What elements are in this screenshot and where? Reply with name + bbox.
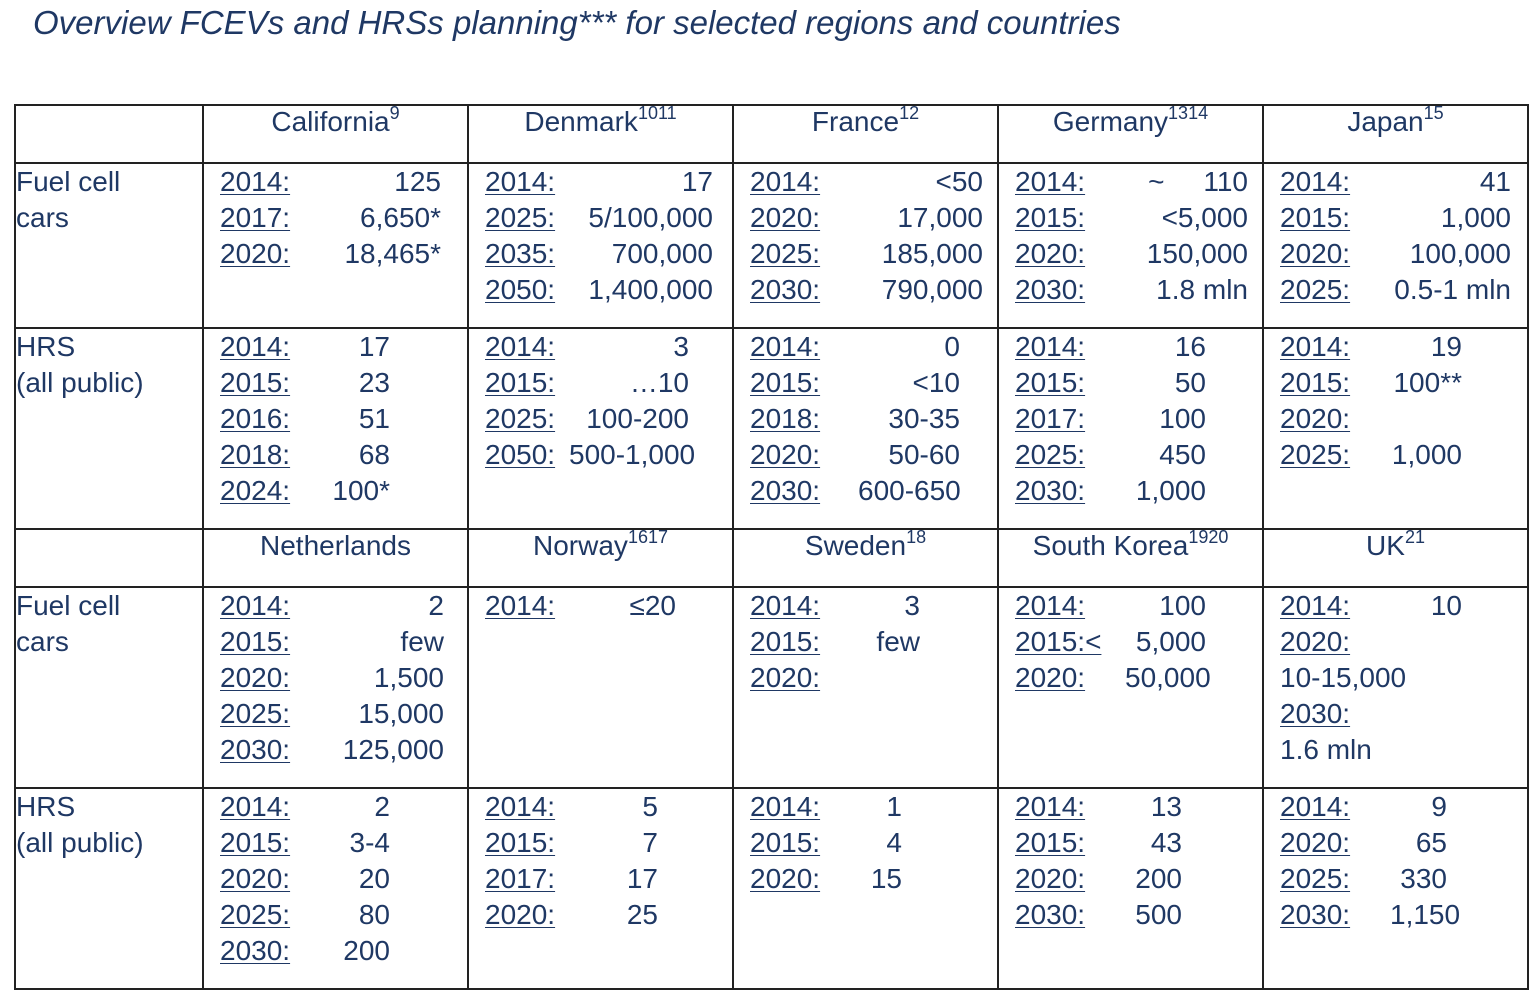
planned-value: 51	[358, 403, 390, 434]
year-entry	[204, 365, 467, 401]
year-entry	[1264, 624, 1527, 660]
country-name: Netherlands	[260, 530, 411, 561]
year-label: 2014:	[1280, 590, 1351, 621]
year-entry	[469, 164, 732, 200]
year-entry	[1264, 437, 1527, 473]
planned-value: few	[400, 626, 444, 657]
year-label: 2030:	[1015, 274, 1086, 305]
year-entry	[204, 437, 467, 473]
planned-value: 41	[1479, 166, 1511, 197]
planned-value: 100	[1159, 403, 1206, 434]
row-label-fuel-cell-cars: Fuel cell cars	[15, 163, 203, 328]
data-cell	[998, 587, 1263, 788]
data-cell	[468, 163, 733, 328]
year-label: 2030:	[1280, 899, 1351, 930]
year-entry	[734, 588, 997, 624]
planned-value: 1	[886, 791, 902, 822]
year-label: 2030:	[750, 475, 821, 506]
year-label: 2014:	[1280, 166, 1351, 197]
row-label-hrs: HRS (all public)	[15, 788, 203, 989]
planned-value: 125	[394, 166, 441, 197]
planned-value: 200	[1135, 863, 1182, 894]
footnote-ref: 9	[389, 103, 400, 123]
footnote-ref: 1011	[637, 103, 677, 123]
data-cell	[203, 587, 468, 788]
footnote-ref: 1617	[627, 527, 668, 547]
year-label: 2017:	[485, 863, 556, 894]
planning-table	[14, 104, 1529, 990]
planned-value: 17,000	[897, 202, 983, 233]
planned-value: 100	[1159, 590, 1206, 621]
year-entry	[469, 200, 732, 236]
year-label: 2020:	[1280, 403, 1351, 434]
year-label: 2014:	[750, 590, 821, 621]
planned-value: 43	[1150, 827, 1182, 858]
planned-value: 10-15,000	[1280, 662, 1407, 693]
year-label: 2016:	[220, 403, 291, 434]
data-cell	[733, 328, 998, 529]
planned-value: 0.5-1 mln	[1394, 274, 1511, 305]
year-entry	[204, 732, 467, 768]
planned-value: 17	[626, 863, 658, 894]
year-label: 2014:	[1015, 166, 1086, 197]
year-entry	[734, 272, 997, 308]
data-cell	[203, 328, 468, 529]
year-label: 2020:	[485, 899, 556, 930]
year-label: 2030:	[220, 935, 291, 966]
year-entry	[1264, 897, 1527, 933]
planned-value: 1.8 mln	[1156, 274, 1248, 305]
planned-value: <50	[935, 166, 983, 197]
planned-value: 20	[358, 863, 390, 894]
planned-value: <10	[912, 367, 960, 398]
row-label-hrs: HRS (all public)	[15, 328, 203, 529]
year-entry	[734, 401, 997, 437]
planned-value: 185,000	[881, 238, 983, 269]
year-entry	[469, 329, 732, 365]
footnote-ref: 1920	[1188, 527, 1229, 547]
year-label: 2020:	[1280, 238, 1351, 269]
year-label: 2014:	[1015, 791, 1086, 822]
planned-value: 5,000	[1135, 626, 1206, 657]
fuel-cell-cars-row-top	[15, 163, 1528, 328]
data-cell	[1263, 587, 1528, 788]
year-entry	[1264, 236, 1527, 272]
year-entry	[734, 200, 997, 236]
year-label: 2015:	[220, 367, 291, 398]
year-label: 2030:	[1015, 899, 1086, 930]
year-entry	[469, 897, 732, 933]
year-entry	[204, 897, 467, 933]
planned-value: 500	[1135, 899, 1182, 930]
year-entry	[469, 365, 732, 401]
year-entry	[204, 660, 467, 696]
footnote-ref: 21	[1404, 527, 1425, 547]
planned-value: 30-35	[888, 403, 960, 434]
planned-value: 17	[358, 331, 390, 362]
country-name: France	[811, 106, 900, 137]
planned-value: 125,000	[342, 734, 444, 765]
year-entry	[204, 236, 467, 272]
year-entry	[204, 588, 467, 624]
planned-value: 19	[1430, 331, 1462, 362]
year-label: 2014:	[1280, 791, 1351, 822]
year-label: 2017:	[220, 202, 291, 233]
hrs-row-top	[15, 328, 1528, 529]
year-entry	[469, 789, 732, 825]
planned-value: few	[876, 626, 920, 657]
year-label: 2014:	[750, 791, 821, 822]
planned-value: 5/100,000	[588, 202, 713, 233]
year-entry	[999, 236, 1262, 272]
year-entry	[469, 588, 732, 624]
corner-cell	[15, 529, 203, 587]
footnote-ref: 18	[906, 527, 927, 547]
year-label: 2015:	[750, 827, 821, 858]
data-cell	[1263, 328, 1528, 529]
year-label: 2030:	[220, 734, 291, 765]
year-label: 2018:	[220, 439, 291, 470]
year-label: 2014:	[220, 166, 291, 197]
year-label: 2030:	[750, 274, 821, 305]
planned-value: 4	[886, 827, 902, 858]
year-label: 2020:	[750, 863, 821, 894]
year-entry	[204, 789, 467, 825]
country-header	[1263, 105, 1528, 163]
year-entry	[999, 660, 1262, 696]
year-entry	[999, 200, 1262, 236]
year-label: 2017:	[1015, 403, 1086, 434]
planned-value: 500-1,000	[569, 439, 696, 470]
planned-value: 50	[1174, 367, 1206, 398]
planned-value: 23	[358, 367, 390, 398]
year-label: 2020:	[1015, 863, 1086, 894]
row-label-fuel-cell-cars: Fuel cell cars	[15, 587, 203, 788]
planned-value: 100*	[332, 475, 390, 506]
planned-value: 790,000	[881, 274, 983, 305]
year-entry	[999, 897, 1262, 933]
data-cell	[203, 788, 468, 989]
planned-value: 68	[358, 439, 390, 470]
country-name: Germany	[1052, 106, 1169, 137]
planned-value: 80	[358, 899, 390, 930]
country-name: Denmark	[524, 106, 638, 137]
year-label: 2015:	[1015, 202, 1086, 233]
year-entry	[1264, 696, 1527, 732]
year-label: 2025:	[750, 238, 821, 269]
data-cell	[203, 163, 468, 328]
year-label: 2015:	[485, 827, 556, 858]
planned-value: 1,150	[1390, 899, 1461, 930]
country-header	[998, 529, 1263, 587]
country-name: UK	[1366, 530, 1405, 561]
year-entry	[999, 365, 1262, 401]
planned-value: 16	[1174, 331, 1206, 362]
planned-value: 15,000	[358, 698, 444, 729]
year-entry	[999, 473, 1262, 509]
year-entry	[734, 624, 997, 660]
footnote-ref: 1314	[1168, 103, 1209, 123]
year-label: 2020:	[1280, 827, 1351, 858]
planned-value: 600-650	[858, 475, 961, 506]
year-label: 2030:	[1280, 698, 1351, 729]
year-label: 2025:	[1280, 863, 1351, 894]
year-entry	[204, 401, 467, 437]
planned-value: 1,500	[373, 662, 444, 693]
country-header	[203, 529, 468, 587]
country-header	[998, 105, 1263, 163]
planned-value: 1,000	[1135, 475, 1206, 506]
year-entry	[204, 200, 467, 236]
year-entry	[469, 272, 732, 308]
planned-value: 330	[1400, 863, 1447, 894]
year-entry	[204, 164, 467, 200]
year-entry	[734, 861, 997, 897]
year-entry	[999, 329, 1262, 365]
planned-value: 150,000	[1146, 238, 1248, 269]
country-name: Japan	[1347, 106, 1424, 137]
year-entry	[734, 365, 997, 401]
data-cell	[998, 788, 1263, 989]
header-row-top	[15, 105, 1528, 163]
year-label: 2014:	[485, 331, 556, 362]
year-entry	[999, 624, 1262, 660]
year-label: 2025:	[485, 403, 556, 434]
year-label: 2014:	[750, 166, 821, 197]
planned-value: 3	[673, 331, 689, 362]
year-label: 2024:	[220, 475, 291, 506]
year-label: 2015:<	[1015, 626, 1102, 657]
year-label: 2014:	[1015, 331, 1086, 362]
year-label: 2025:	[1280, 439, 1351, 470]
planned-value: 100,000	[1409, 238, 1511, 269]
year-entry	[1264, 789, 1527, 825]
country-header	[203, 105, 468, 163]
planned-value: 6,650*	[360, 202, 441, 233]
data-cell	[733, 587, 998, 788]
year-entry	[204, 473, 467, 509]
data-cell	[468, 788, 733, 989]
planned-value: 50,000	[1125, 662, 1211, 693]
year-label: 2020:	[750, 202, 821, 233]
year-entry	[734, 789, 997, 825]
planned-value: 2	[374, 791, 390, 822]
year-entry	[999, 437, 1262, 473]
planned-value: <5,000	[1161, 202, 1248, 233]
year-entry	[734, 660, 997, 696]
country-name: Norway	[533, 530, 628, 561]
planned-value: 1.6 mln	[1280, 734, 1372, 765]
year-label: 2035:	[485, 238, 556, 269]
planned-value: 7	[642, 827, 658, 858]
year-label: 2020:	[750, 662, 821, 693]
year-label: 2020:	[220, 863, 291, 894]
year-entry	[999, 825, 1262, 861]
year-label: 2014:	[485, 166, 556, 197]
year-entry	[999, 588, 1262, 624]
year-entry	[1264, 401, 1527, 437]
year-entry	[734, 164, 997, 200]
data-cell	[1263, 788, 1528, 989]
country-name: Sweden	[804, 530, 907, 561]
year-label: 2015:	[220, 827, 291, 858]
year-entry	[204, 329, 467, 365]
year-entry	[1264, 329, 1527, 365]
year-label: 2015:	[1015, 827, 1086, 858]
country-header	[1263, 529, 1528, 587]
planned-value: 9	[1431, 791, 1447, 822]
planned-value: 25	[626, 899, 658, 930]
year-label: 2015:	[1280, 202, 1351, 233]
country-header	[733, 105, 998, 163]
planned-value: 1,400,000	[588, 274, 713, 305]
data-cell	[1263, 163, 1528, 328]
planned-value: 18,465*	[344, 238, 441, 269]
year-label: 2015:	[750, 367, 821, 398]
year-entry	[469, 825, 732, 861]
planned-value: 17	[681, 166, 713, 197]
year-label: 2025:	[1280, 274, 1351, 305]
year-label: 2015:	[220, 626, 291, 657]
data-cell	[733, 788, 998, 989]
year-label: 2014:	[1015, 590, 1086, 621]
footnote-ref: 12	[899, 103, 920, 123]
year-entry	[1264, 660, 1527, 696]
planned-value: ≤20	[629, 590, 676, 621]
header-row-bottom	[15, 529, 1528, 587]
year-entry	[1264, 588, 1527, 624]
planned-value: 2	[428, 590, 444, 621]
planned-value: 65	[1415, 827, 1447, 858]
data-cell	[468, 587, 733, 788]
year-label: 2014:	[220, 331, 291, 362]
year-label: 2020:	[220, 238, 291, 269]
year-label: 2025:	[485, 202, 556, 233]
year-label: 2014:	[750, 331, 821, 362]
planned-value: 5	[642, 791, 658, 822]
year-label: 2020:	[1015, 238, 1086, 269]
year-label: 2015:	[1015, 367, 1086, 398]
planned-value: 450	[1159, 439, 1206, 470]
year-label: 2025:	[1015, 439, 1086, 470]
year-label: 2015:	[750, 626, 821, 657]
planned-value: 1,000	[1440, 202, 1511, 233]
country-header	[468, 105, 733, 163]
year-entry	[1264, 365, 1527, 401]
planned-value: 200	[343, 935, 390, 966]
year-entry	[734, 825, 997, 861]
year-label: 2014:	[485, 791, 556, 822]
year-entry	[734, 236, 997, 272]
year-label: 2015:	[1280, 367, 1351, 398]
year-label: 2020:	[220, 662, 291, 693]
planned-value: 13	[1150, 791, 1182, 822]
year-entry	[204, 624, 467, 660]
data-cell	[468, 328, 733, 529]
year-label: 2030:	[1015, 475, 1086, 506]
corner-cell	[15, 105, 203, 163]
year-label: 2025:	[220, 899, 291, 930]
year-entry	[999, 272, 1262, 308]
year-entry	[734, 329, 997, 365]
year-label: 2014:	[485, 590, 556, 621]
planned-value: 700,000	[611, 238, 713, 269]
year-entry	[999, 164, 1262, 200]
year-entry	[204, 861, 467, 897]
fuel-cell-cars-row-bottom	[15, 587, 1528, 788]
year-label: 2014:	[220, 791, 291, 822]
country-name: South Korea	[1032, 530, 1189, 561]
year-entry	[999, 789, 1262, 825]
year-label: 2020:	[750, 439, 821, 470]
data-cell	[998, 163, 1263, 328]
year-entry	[999, 401, 1262, 437]
year-entry	[1264, 825, 1527, 861]
country-header	[468, 529, 733, 587]
year-entry	[999, 861, 1262, 897]
hrs-row-bottom	[15, 788, 1528, 989]
year-label: 2050:	[485, 439, 556, 470]
year-label: 2025:	[220, 698, 291, 729]
year-label: 2014:	[220, 590, 291, 621]
year-entry	[469, 236, 732, 272]
data-cell	[733, 163, 998, 328]
year-entry	[734, 437, 997, 473]
year-label: 2018:	[750, 403, 821, 434]
year-label: 2020:	[1280, 626, 1351, 657]
year-entry	[469, 401, 732, 437]
planned-value: 15	[870, 863, 902, 894]
year-entry	[734, 473, 997, 509]
planned-value: ~ 110	[1148, 166, 1248, 197]
year-entry	[204, 696, 467, 732]
planned-value: 3-4	[349, 827, 390, 858]
country-name: California	[271, 106, 390, 137]
planned-value: 10	[1430, 590, 1462, 621]
planned-value: …10	[629, 367, 689, 398]
planned-value: 100-200	[586, 403, 689, 434]
planned-value: 1,000	[1391, 439, 1462, 470]
planned-value: 0	[944, 331, 960, 362]
footnote-ref: 15	[1423, 103, 1444, 123]
year-label: 2015:	[485, 367, 556, 398]
year-entry	[469, 861, 732, 897]
year-entry	[1264, 164, 1527, 200]
year-entry	[469, 437, 732, 473]
year-entry	[204, 825, 467, 861]
year-entry	[1264, 200, 1527, 236]
year-entry	[204, 933, 467, 969]
year-label: 2020:	[1015, 662, 1086, 693]
year-label: 2014:	[1280, 331, 1351, 362]
year-entry	[1264, 861, 1527, 897]
page-title: Overview FCEVs and HRSs planning*** for selected regions and countries	[33, 4, 1121, 41]
country-header	[733, 529, 998, 587]
year-entry	[1264, 732, 1527, 768]
planned-value: 50-60	[888, 439, 960, 470]
planned-value: 100**	[1393, 367, 1462, 398]
data-cell	[998, 328, 1263, 529]
year-label: 2050:	[485, 274, 556, 305]
year-entry	[1264, 272, 1527, 308]
planned-value: 3	[904, 590, 920, 621]
